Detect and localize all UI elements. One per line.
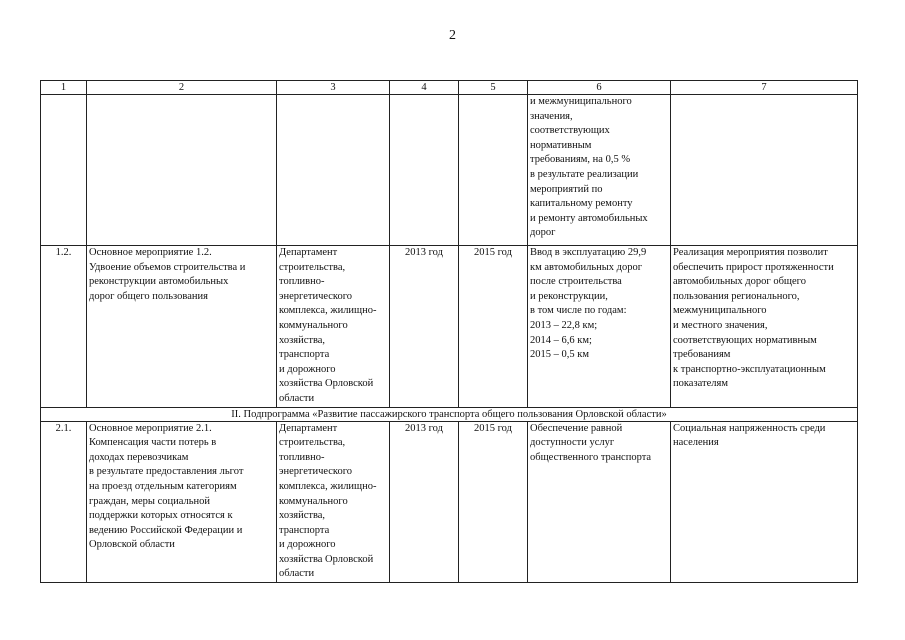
text-line: км автомобильных дорог	[530, 261, 643, 273]
text-line: в том числе по годам:	[530, 305, 627, 317]
result-cell	[528, 246, 671, 408]
consequence-cell	[671, 421, 858, 583]
table-row	[41, 421, 858, 583]
text-line: дорог общего пользования	[89, 290, 208, 302]
text-line: Орловской области	[89, 539, 175, 551]
text-line: доступности услуг	[530, 437, 615, 449]
row-number-cell: 2.1.	[41, 421, 87, 583]
text-line: общественного транспорта	[530, 451, 652, 463]
text-line: Обеспечение равной	[530, 422, 623, 434]
column-number-row	[41, 81, 858, 95]
column-header: 5	[459, 81, 528, 95]
measure-cell	[87, 246, 277, 408]
text-line: топливно-	[279, 276, 325, 288]
end-year-cell: 2015 год	[459, 421, 528, 583]
text-line: граждан, меры социальной	[89, 495, 210, 507]
text-line: к транспортно-эксплуатационным	[673, 363, 826, 375]
result-cell	[528, 95, 671, 246]
text-line: Основное мероприятие 2.1.	[89, 422, 212, 434]
text-line: и ремонту автомобильных	[530, 212, 648, 224]
text-line: комплекса, жилищно-	[279, 480, 377, 492]
text-line: Компенсация части потерь в	[89, 437, 217, 449]
column-header: 4	[390, 81, 459, 95]
text-line: мероприятий по	[530, 183, 603, 195]
measure-cell	[87, 421, 277, 583]
text-line: коммунального	[279, 495, 348, 507]
text-line: хозяйства Орловской	[279, 378, 374, 390]
text-line: в результате реализации	[530, 168, 639, 180]
text-line: показателям	[673, 378, 728, 390]
text-line: реконструкции автомобильных	[89, 276, 229, 288]
text-line: и реконструкции,	[530, 290, 608, 302]
start-year-cell	[390, 95, 459, 246]
text-line: на проезд отдельным категориям	[89, 480, 237, 492]
table-row	[41, 246, 858, 408]
text-line: области	[279, 568, 315, 580]
text-line: топливно-	[279, 451, 325, 463]
column-header: 1	[41, 81, 87, 95]
text-line: хозяйства Орловской	[279, 553, 374, 565]
text-line: соответствующих	[530, 125, 610, 137]
text-line: поддержки которых относятся к	[89, 510, 233, 522]
text-line: Департамент	[279, 422, 338, 434]
text-line: Департамент	[279, 247, 338, 258]
text-line: и дорожного	[279, 539, 336, 551]
program-table	[40, 80, 858, 583]
row-number-cell	[41, 95, 87, 246]
text-line: в результате предоставления льгот	[89, 466, 244, 478]
start-year-cell: 2013 год	[390, 421, 459, 583]
executor-cell	[277, 246, 390, 408]
text-line: значения,	[530, 110, 573, 122]
end-year-cell: 2015 год	[459, 246, 528, 408]
consequence-cell	[671, 95, 858, 246]
text-line: соответствующих нормативным	[673, 334, 817, 346]
text-line: 2014 – 6,6 км;	[530, 334, 592, 346]
column-header: 7	[671, 81, 858, 95]
text-line: транспорта	[279, 524, 330, 536]
text-line: нормативным	[530, 139, 592, 151]
text-line: области	[279, 392, 315, 404]
executor-cell	[277, 95, 390, 246]
column-header: 2	[87, 81, 277, 95]
consequence-cell	[671, 246, 858, 408]
text-line: хозяйства,	[279, 334, 326, 346]
text-line: энергетического	[279, 290, 353, 302]
text-line: Социальная напряженность среди	[673, 422, 826, 434]
text-line: после строительства	[530, 276, 622, 288]
start-year-cell: 2013 год	[390, 246, 459, 408]
executor-cell	[277, 421, 390, 583]
text-line: строительства,	[279, 437, 346, 449]
text-line: хозяйства,	[279, 510, 326, 522]
table-row	[41, 95, 858, 246]
text-line: и межмуниципального	[530, 96, 632, 107]
text-line: межмуниципального	[673, 305, 767, 317]
result-cell	[528, 421, 671, 583]
end-year-cell	[459, 95, 528, 246]
text-line: Удвоение объемов строительства и	[89, 261, 246, 273]
text-line: автомобильных дорог общего	[673, 276, 806, 288]
text-line: требованиям	[673, 349, 731, 361]
text-line: Основное мероприятие 1.2.	[89, 247, 212, 258]
text-line: комплекса, жилищно-	[279, 305, 377, 317]
text-line: и дорожного	[279, 363, 336, 375]
text-line: дорог	[530, 227, 556, 239]
text-line: и местного значения,	[673, 319, 768, 331]
column-header: 3	[277, 81, 390, 95]
text-line: Реализация мероприятия позволит	[673, 247, 828, 258]
text-line: коммунального	[279, 319, 348, 331]
text-line: доходах перевозчикам	[89, 451, 189, 463]
text-line: строительства,	[279, 261, 346, 273]
text-line: 2013 – 22,8 км;	[530, 319, 598, 331]
section-row	[41, 407, 858, 421]
text-line: обеспечить прирост протяженности	[673, 261, 834, 273]
text-line: ведению Российской Федерации и	[89, 524, 243, 536]
text-line: 2015 – 0,5 км	[530, 349, 589, 361]
text-line: пользования регионального,	[673, 290, 800, 302]
column-header: 6	[528, 81, 671, 95]
row-number-cell: 1.2.	[41, 246, 87, 408]
subprogram-title: II. Подпрограмма «Развитие пассажирского транспорта общего пользования Орловской области»	[41, 407, 858, 421]
text-line: Ввод в эксплуатацию 29,9	[530, 247, 647, 258]
measure-cell	[87, 95, 277, 246]
text-line: энергетического	[279, 466, 353, 478]
page-number: 2	[449, 28, 456, 43]
text-line: транспорта	[279, 349, 330, 361]
text-line: капитальному ремонту	[530, 198, 633, 210]
text-line: населения	[673, 437, 719, 449]
text-line: требованиям, на 0,5 %	[530, 154, 631, 166]
